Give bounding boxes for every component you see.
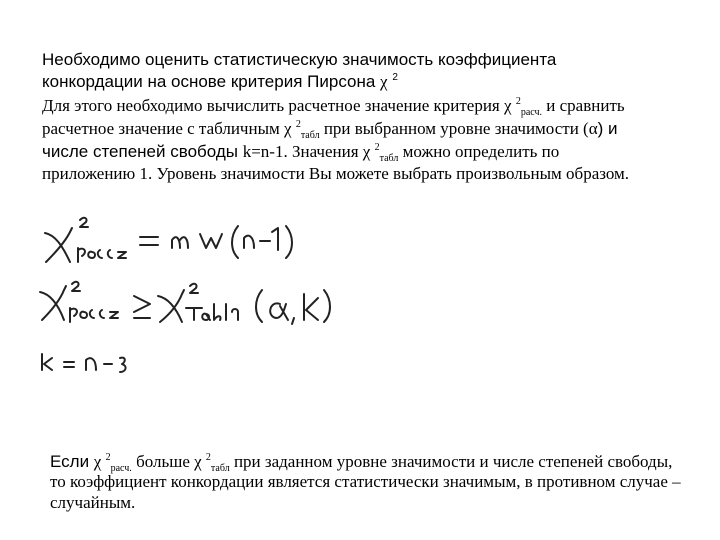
- line5-serif: k=n-1. Значения: [242, 142, 363, 161]
- subscript-rasch: расч.: [110, 463, 132, 474]
- superscript-2: 2: [205, 452, 211, 463]
- text-line-1: Необходимо оценить статистическую значимость коэффициента: [42, 50, 557, 69]
- line3-end: и сравнить: [542, 96, 625, 115]
- line2-text: конкордации на основе критерия Пирсона: [42, 72, 381, 91]
- superscript-2: 2: [105, 452, 111, 463]
- chi-symbol: χ: [504, 96, 512, 115]
- chi-symbol: χ: [284, 119, 292, 138]
- handwritten-formula-2: [40, 282, 330, 324]
- chi-symbol: χ: [194, 452, 202, 471]
- superscript-2: 2: [374, 142, 380, 153]
- subscript-tabl: табл: [300, 130, 320, 141]
- chi-symbol: χ: [362, 142, 371, 161]
- subscript-tabl: табл: [379, 153, 399, 164]
- handwritten-formula-1: [45, 218, 292, 262]
- line5-end: можно определить по: [398, 142, 560, 161]
- bottom-text-1: больше: [131, 452, 195, 471]
- subscript-rasch: расч.: [520, 107, 543, 118]
- conclusion-paragraph: [50, 452, 690, 513]
- line3-text: Для этого необходимо вычислить расчетное значение критерия: [42, 96, 505, 115]
- text-line-6: приложению 1. Уровень значимости Вы можете выбрать произвольным образом.: [42, 164, 630, 183]
- superscript-2: 2: [392, 72, 398, 83]
- line5-sans: числе степеней свободы: [42, 142, 243, 161]
- line4-end: ) и: [597, 119, 618, 138]
- subscript-tabl: табл: [210, 463, 230, 474]
- chi-symbol: χ: [380, 72, 388, 91]
- handwritten-formula-3: [42, 354, 126, 372]
- alpha-symbol: α: [588, 119, 598, 138]
- bottom-text-2: при заданном уровне значимости и числе степеней свободы, то коэффициент конкордации является статистически значимым, в противном случае –случайным.: [50, 452, 681, 512]
- chi-symbol: χ: [93, 452, 102, 471]
- esli-text: Если: [50, 452, 94, 471]
- line4-mid: при выбранном уровне значимости (: [319, 119, 589, 138]
- superscript-2: 2: [295, 119, 301, 130]
- line4-text: расчетное значение с табличным: [42, 119, 285, 138]
- superscript-2: 2: [515, 96, 521, 107]
